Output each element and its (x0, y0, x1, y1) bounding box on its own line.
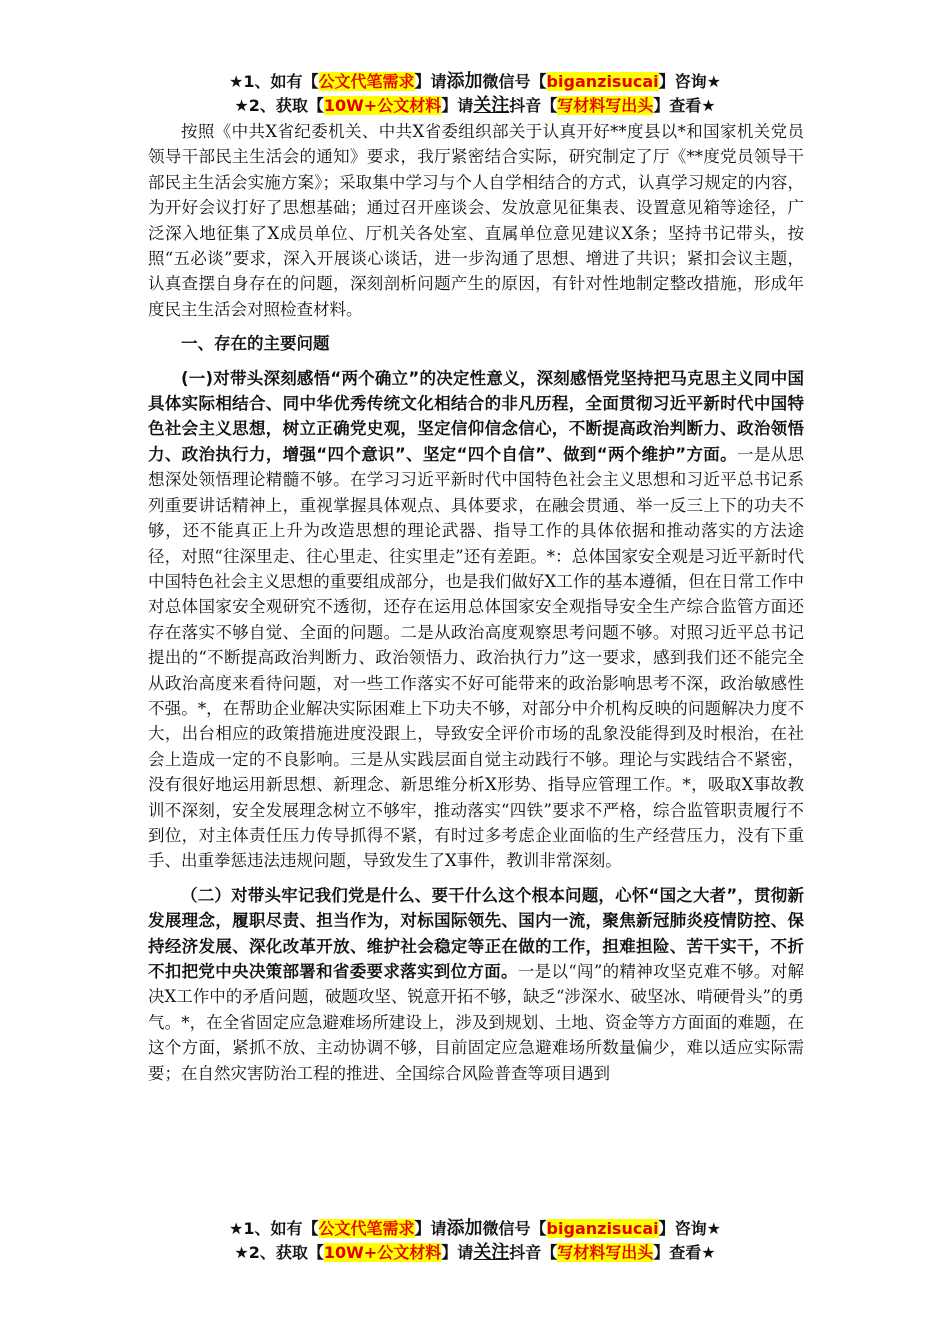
promo-highlight: 公文代笔需求 (318, 1219, 415, 1238)
promo-text: 】请 (441, 1243, 474, 1262)
promo-text: ★2、获取【 (234, 1243, 324, 1262)
intro-paragraph: 按照《中共X省纪委机关、中共X省委组织部关于认真开好**度县以*和国家机关党员领导干部民主生活会的通知》要求，我厅紧密结合实际，研究制定了厅《**度党员领导干部民主生活会实施方案》；采取集中学习与个人自学相结合的方式，认真学习规定的内容，为开好会议打好了思想基础；通过召开座谈会、发放意见征集表、设置意见箱等途径，广泛深入地征集了X成员单位、厅机关各处室、直属单位意见建议X条；坚持书记带头，按照“五必谈”要求，深入开展谈心谈话，进一步沟通了思想、增进了共识；紧扣会议主题，认真查摆自身存在的问题，深刻剖析问题产生的原因，有针对性地制定整改措施，形成年度民主生活会对照检查材料。 (148, 122, 804, 319)
promo-highlight: 写材料写出头 (557, 1243, 654, 1262)
promo-text: 微信号【 (482, 1219, 547, 1238)
promo-text: 】咨询★ (658, 72, 721, 91)
promo-emphasis: 关注 (473, 1242, 510, 1263)
promo-text: ★1、如有【 (229, 1219, 319, 1238)
promo-text: ★2、获取【 (234, 96, 324, 115)
promo-highlight: 10W+公文材料 (323, 96, 442, 115)
promo-line-1 (0, 70, 950, 94)
document-body (148, 119, 804, 1086)
promo-text: ★1、如有【 (229, 72, 319, 91)
promo-banner-top (0, 70, 950, 118)
promo-highlight: biganzisucai (546, 72, 659, 91)
promo-highlight: 写材料写出头 (557, 96, 654, 115)
promo-text: 】请 (441, 96, 474, 115)
promo-emphasis: 添加 (446, 1218, 483, 1239)
promo-text: 】请 (414, 72, 447, 91)
promo-text: 】请 (414, 1219, 447, 1238)
promo-text: 】查看★ (653, 1243, 716, 1262)
promo-text: 微信号【 (482, 72, 547, 91)
issue-text-1: 一是从思想深处领悟理论精髓不够。在学习习近平新时代中国特色社会主义思想和习近平总书记系列重要讲话精神上，重视掌握具体观点、具体要求，在融会贯通、举一反三上下的功夫不够，还不能真正上升为改造思想的理论武器、指导工作的具体依据和推动落实的方法途径，对照“往深里走、往心里走、往实里走”还有差距。*：总体国家安全观是习近平新时代中国特色社会主义思想的重要组成部分，也是我们做好X工作的基本遵循，但在日常工作中对总体国家安全观研究不透彻，还存在运用总体国家安全观指导安全生产综合监管方面还存在落实不够自觉、全面的问题。二是从政治高度观察思考问题不够。对照习近平总书记提出的“不断提高政治判断力、政治领悟力、政治执行力”这一要求，感到我们还不能完全从政治高度来看待问题，对一些工作落实不好可能带来的政治影响思考不深，政治敏感性不强。*，在帮助企业解决实际困难上下功夫不够，对部分中介机构反映的问题解决力度不大，出台相应的政策措施进度没跟上，导致安全评价市场的乱象没能得到及时根治，在社会上造成一定的不良影响。三是从实践层面自觉主动践行不够。理论与实践结合不紧密，没有很好地运用新思想、新理念、新思维分析X形势、指导应管理工作。*，吸取X事故教训不深刻，安全发展理念树立不够牢，推动落实“四铁”要求不严格，综合监管职责履行不到位，对主体责任压力传导抓得不紧，有时过多考虑企业面临的生产经营压力，没有下重手、出重拳惩违法违规问题，导致发生了X事件，教训非常深刻。 (148, 444, 804, 871)
promo-line-2 (0, 1241, 950, 1265)
issue-paragraph-2 (148, 883, 804, 1086)
issue-paragraph-1 (148, 366, 804, 874)
promo-emphasis: 关注 (473, 95, 510, 116)
promo-banner-bottom (0, 1217, 950, 1265)
issue-lead-2: （二）对带头牢记我们党是什么、要干什么这个根本问题，心怀“国之大者”，贯彻新发展理念，履职尽责、担当作为，对标国际领先、国内一流，聚焦新冠肺炎疫情防控、保持经济发展、深化改革开放、维护社会稳定等正在做的工作，担难担险、苦干实干，不折不扣把党中央决策部署和省委要求落实到位方面。 (148, 885, 804, 981)
promo-text: 】咨询★ (658, 1219, 721, 1238)
promo-text: 抖音【 (509, 1243, 558, 1262)
promo-highlight: 10W+公文材料 (323, 1243, 442, 1262)
promo-text: 】查看★ (653, 96, 716, 115)
issue-lead-1: (一)对带头深刻感悟“两个确立”的决定性意义，深刻感悟党坚持把马克思主义同中国具体实际相结合、同中华优秀传统文化相结合的非凡历程，全面贯彻习近平新时代中国特色社会主义思想，树立正确党史观，坚定信仰信念信心，不断提高政治判断力、政治领悟力、政治执行力，增强“四个意识”、坚定“四个自信”、做到“两个维护”方面。 (148, 368, 804, 464)
promo-text: 抖音【 (509, 96, 558, 115)
promo-highlight: 公文代笔需求 (318, 72, 415, 91)
promo-emphasis: 添加 (446, 71, 483, 92)
promo-highlight: biganzisucai (546, 1219, 659, 1238)
promo-line-2 (0, 94, 950, 118)
promo-line-1 (0, 1217, 950, 1241)
issue-text-2: 一是以“闯”的精神攻坚克难不够。对解决X工作中的矛盾问题，破题攻坚、锐意开拓不够，缺乏“涉深水、破坚冰、啃硬骨头”的勇气。*，在全省固定应急避难场所建设上，涉及到规划、土地、资金等方方面面的难题，在这个方面，紧抓不放、主动协调不够，目前固定应急避难场所数量偏少，难以适应实际需要；在自然灾害防治工程的推进、全国综合风险普查等项目遇到 (148, 962, 804, 1083)
section-heading: 一、存在的主要问题 (181, 334, 330, 354)
